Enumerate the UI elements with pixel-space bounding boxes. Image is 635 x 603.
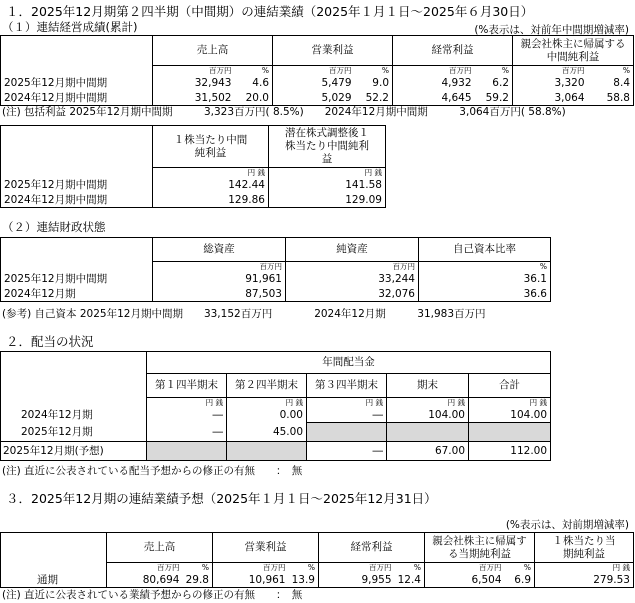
table-row: 2025年12月期 ― 45.00	[1, 423, 551, 442]
unit-mil: 百万円	[153, 66, 235, 76]
fin-header-net-assets: 純資産	[286, 238, 419, 262]
dividend-header-total: 合計	[469, 374, 551, 398]
diluted-eps-header: 潜在株式調整後１株当たり中間純利益	[269, 126, 386, 168]
unit-pct: %	[235, 66, 273, 76]
forecast-header-net-income: 親会社株主に帰属する当期純利益	[425, 533, 535, 563]
table-row: 2025年12月期(予想) ― 67.00 112.00	[1, 442, 551, 461]
dividend-header-q3: 第３四半期末	[307, 374, 387, 398]
dividend-note: (注) 直近に公表されている配当予想からの修正の有無 ： 無	[2, 465, 303, 477]
results-header-net-income: 親会社株主に帰属する中間純利益	[513, 36, 634, 66]
table-row: 2024年12月期 87,503 32,076 36.6	[1, 286, 551, 302]
unit-yen: 円 銭	[153, 168, 269, 178]
unit-pct: %	[475, 66, 513, 76]
results-table	[0, 35, 634, 106]
table-row: 2024年12月期中間期 129.86 129.09	[1, 192, 386, 208]
fin-header-total-assets: 総資産	[153, 238, 286, 262]
dividend-header-q2: 第２四半期末	[227, 374, 307, 398]
eps-header: １株当たり中間純利益	[153, 126, 269, 168]
results-header-sales: 売上高	[153, 36, 273, 66]
results-header-ord-income: 経常利益	[393, 36, 513, 66]
section3-title: ３．2025年12月期の連結業績予想（2025年１月１日～2025年12月31日）	[6, 491, 437, 506]
forecast-header-eps: １株当たり当期純利益	[535, 533, 634, 563]
results-header-blank	[1, 36, 153, 66]
table-row: 通期 80,694 29.8 10,961 13.9 9,955 12.4 6,504 6.9 279.53	[1, 572, 634, 588]
unit-mil: 百万円	[273, 66, 355, 76]
fin-header-equity-ratio: 自己資本比率	[419, 238, 551, 262]
equity-ref-note: (参考) 自己資本 2025年12月期中間期 33,152百万円 2024年12月期 31,983百万円	[2, 308, 486, 320]
unit-pct: %	[588, 66, 634, 76]
section1-subtitle2: （２）連結財政状態	[2, 220, 106, 234]
comprehensive-income-note: (注) 包括利益 2025年12月期中間期 3,323百万円( 8.5%) 2024年12月期中間期 3,064百万円( 58.8%)	[2, 106, 566, 118]
forecast-header-ord-income: 経常利益	[319, 533, 425, 563]
forecast-note: (注) 直近に公表されている業績予想からの修正の有無 ： 無	[2, 589, 303, 601]
table-row: 2025年12月期中間期 91,961 33,244 36.1	[1, 271, 551, 286]
section3-pct-note: (%表示は、対前期増減率)	[505, 519, 629, 531]
section1-subtitle: （１）連結経営成績(累計)	[2, 20, 138, 34]
eps-table	[0, 125, 386, 208]
unit-mil: 百万円	[393, 66, 475, 76]
table-row: 2024年12月期中間期 31,502 20.0 5,029 52.2 4,645 59.2 3,064 58.8	[1, 90, 634, 106]
forecast-table: 売上高 営業利益 経常利益 親会社株主に帰属する当期純利益 １株当たり当期純利益 百万円 % 百万円 % 百万円 % 百万円 % 円 銭 通期 80,694 29.8 10,961 13.9 9,955 12.4 6,504 6.9 279.53	[0, 532, 634, 588]
unit-pct: %	[355, 66, 393, 76]
table-row: 2024年12月期 ― 0.00 ― 104.00 104.00	[1, 407, 551, 423]
section2-title: ２．配当の状況	[6, 334, 94, 349]
dividend-header-annual: 年間配当金	[147, 352, 551, 374]
dividend-table: 年間配当金 第１四半期末 第２四半期末 第３四半期末 期末 合計 円 銭 円 銭 円 銭 円 銭 円 銭 2024年12月期 ― 0.00 ― 104.00 104.00 2025年12月期 ― 45.00 2025年12月期(予想) ― 67.00 112.00	[0, 351, 551, 461]
dividend-header-q1: 第１四半期末	[147, 374, 227, 398]
section1-title: １．2025年12月期第２四半期（中間期）の連結業績（2025年１月１日～2025年６月30日）	[6, 4, 534, 19]
financial-position-table: 総資産 純資産 自己資本比率 百万円 百万円 % 2025年12月期中間期 91,961 33,244 36.1 2024年12月期 87,503 32,076 36.6	[0, 237, 551, 302]
unit-mil: 百万円	[513, 66, 588, 76]
section1-pct-note: (%表示は、対前年中間期増減率)	[474, 24, 629, 36]
results-header-op-income: 営業利益	[273, 36, 393, 66]
forecast-header-sales: 売上高	[107, 533, 213, 563]
unit-yen: 円 銭	[269, 168, 386, 178]
forecast-header-op-income: 営業利益	[213, 533, 319, 563]
table-row: 2025年12月期中間期 32,943 4.6 5,479 9.0 4,932 6.2 3,320 8.4	[1, 75, 634, 90]
table-row: 2025年12月期中間期 142.44 141.58	[1, 177, 386, 192]
dividend-header-year-end: 期末	[387, 374, 469, 398]
